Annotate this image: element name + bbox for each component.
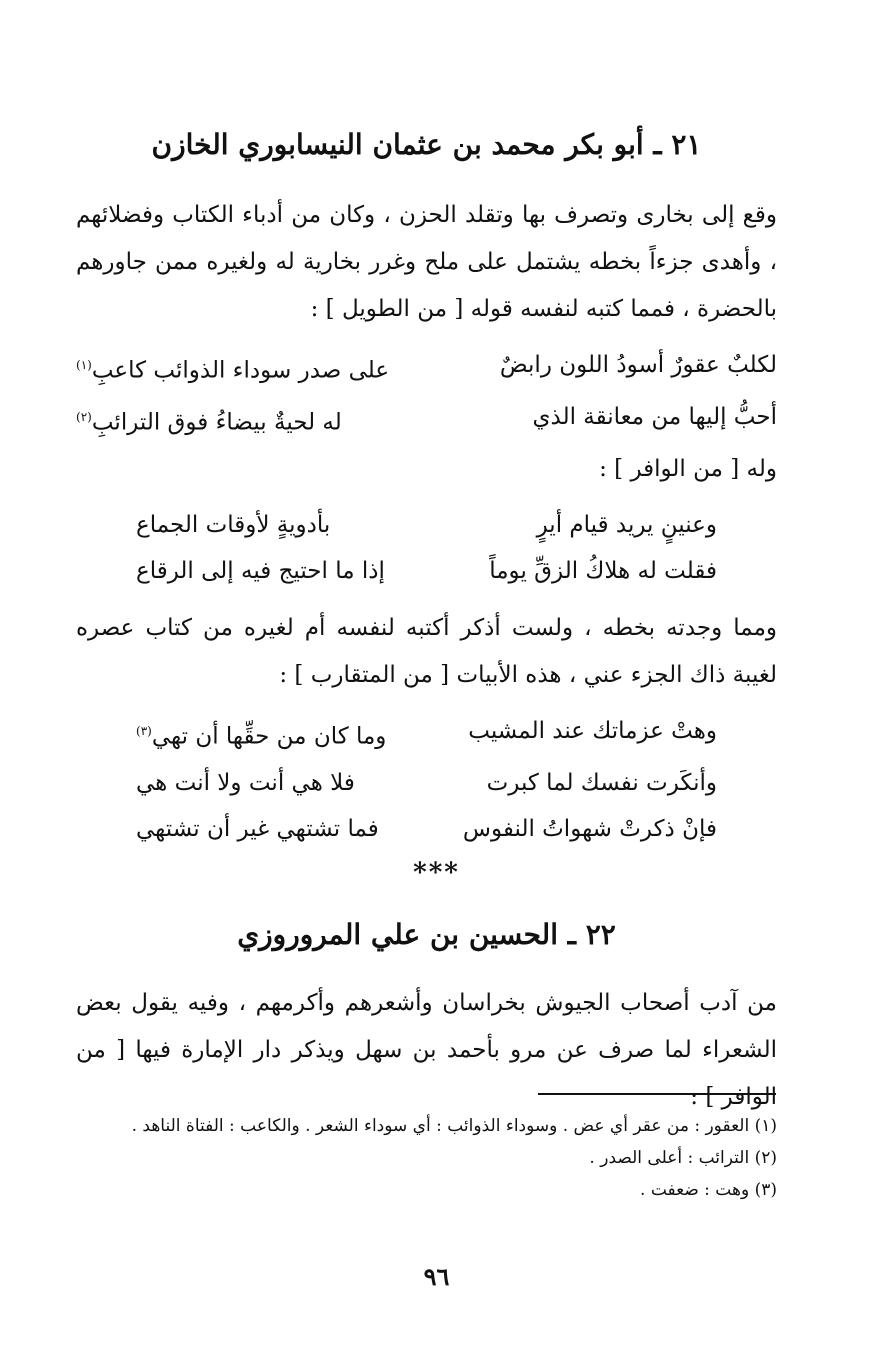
hemistich-1: لكلبٌ عقورٌ أسودُ اللون رابضٌ — [499, 352, 777, 378]
entry-22-paragraph: من آدب أصحاب الجيوش بخراسان وأشعرهم وأكرمهم ، وفيه يقول بعض الشعراء لما صرف عن مرو بأحمد بن سهل ويذكر دار الإمارة فيها [ من الوافر ] : — [76, 990, 777, 1110]
footnote-1: (١) العقور : من عقر أي عض . وسوداء الذوائب : أي سوداء الشعر . والكاعب : الفتاة الناهد . — [131, 1116, 777, 1136]
section-separator: *** — [413, 858, 460, 888]
poem-3-verse-2 — [136, 760, 717, 806]
hemistich-2: وما كان من حقِّها أن تهي$^{(٣)}$ — [136, 723, 387, 750]
hemistich-1: فإنْ ذكرتْ شهواتُ النفوس — [462, 815, 717, 842]
footnote-ref-1: (١) — [76, 358, 92, 372]
poem-2-verse-2 — [136, 548, 717, 594]
poem-3 — [136, 708, 717, 852]
entry-22-heading: ٢٢ ـ الحسين بن علي المروروزي — [237, 918, 616, 951]
hemistich-2: له لحيةٌ بيضاءُ فوق الترائبِ$^{(٢)}$ — [76, 409, 342, 436]
poem-2 — [136, 502, 717, 594]
hemistich-2: فما تشتهي غير أن تشتهي — [136, 815, 379, 842]
entry-21-paragraph: وقع إلى بخارى وتصرف بها وتقلد الحزن ، وكان من أدباء الكتاب وفضلائهم ، وأهدى جزءاً بخطه يشتمل على ملح وغرر بخارية له ولغيره ممن جاورهم بالحضرة ، فمما كتبه لنفسه قوله [ من الطويل ] : — [76, 202, 777, 322]
hemistich-1: وهتْ عزماتك عند المشيب — [468, 718, 717, 744]
footnote-2: (٢) الترائب : أعلى الصدر . — [589, 1148, 777, 1168]
footnote-3: (٣) وهت : ضعفت . — [640, 1180, 777, 1200]
poem-2-verse-1 — [136, 502, 717, 548]
hemistich-2: بأدويةٍ لأوقات الجماع — [136, 512, 331, 538]
hemistich-1: وأنكَرت نفسك لما كبرت — [486, 769, 717, 796]
poem-2-intro: وله [ من الوافر ] : — [599, 456, 777, 482]
poem-1-verse-1 — [76, 342, 777, 394]
poem-3-verse-3 — [136, 806, 717, 852]
hemistich-2: إذا ما احتيج فيه إلى الرقاع — [136, 558, 385, 584]
poem-3-verse-1 — [136, 708, 717, 760]
hemistich-1: أحبُّ إليها من معانقة الذي — [532, 403, 777, 430]
hemistich-2: فلا هي أنت ولا أنت هي — [136, 769, 355, 796]
footnotes — [76, 1110, 777, 1206]
poem-1-verse-2 — [76, 394, 777, 446]
hemistich-2: على صدر سوداء الذوائب كاعبِ$^{(١)}$ — [76, 357, 390, 384]
page-number: ٩٦ — [423, 1262, 450, 1291]
poem-1 — [76, 342, 777, 445]
footnote-ref-2: (٢) — [76, 409, 92, 424]
hemistich-1: وعنينٍ يريد قيام أيرٍ — [536, 512, 717, 538]
entry-21-heading: ٢١ ـ أبو بكر محمد بن عثمان النيسابوري الخازن — [151, 128, 702, 161]
footnote-divider — [538, 1093, 776, 1095]
hemistich-1: فقلت له هلاكُ الزقِّ يوماً — [489, 558, 717, 584]
footnote-ref-3: (٣) — [136, 724, 152, 738]
entry-21-paragraph-2: ومما وجدته بخطه ، ولست أذكر أكتبه لنفسه أم لغيره من كتاب عصره لغيبة ذاك الجزء عني ، هذه الأبيات [ من المتقارب ] : — [76, 615, 777, 688]
